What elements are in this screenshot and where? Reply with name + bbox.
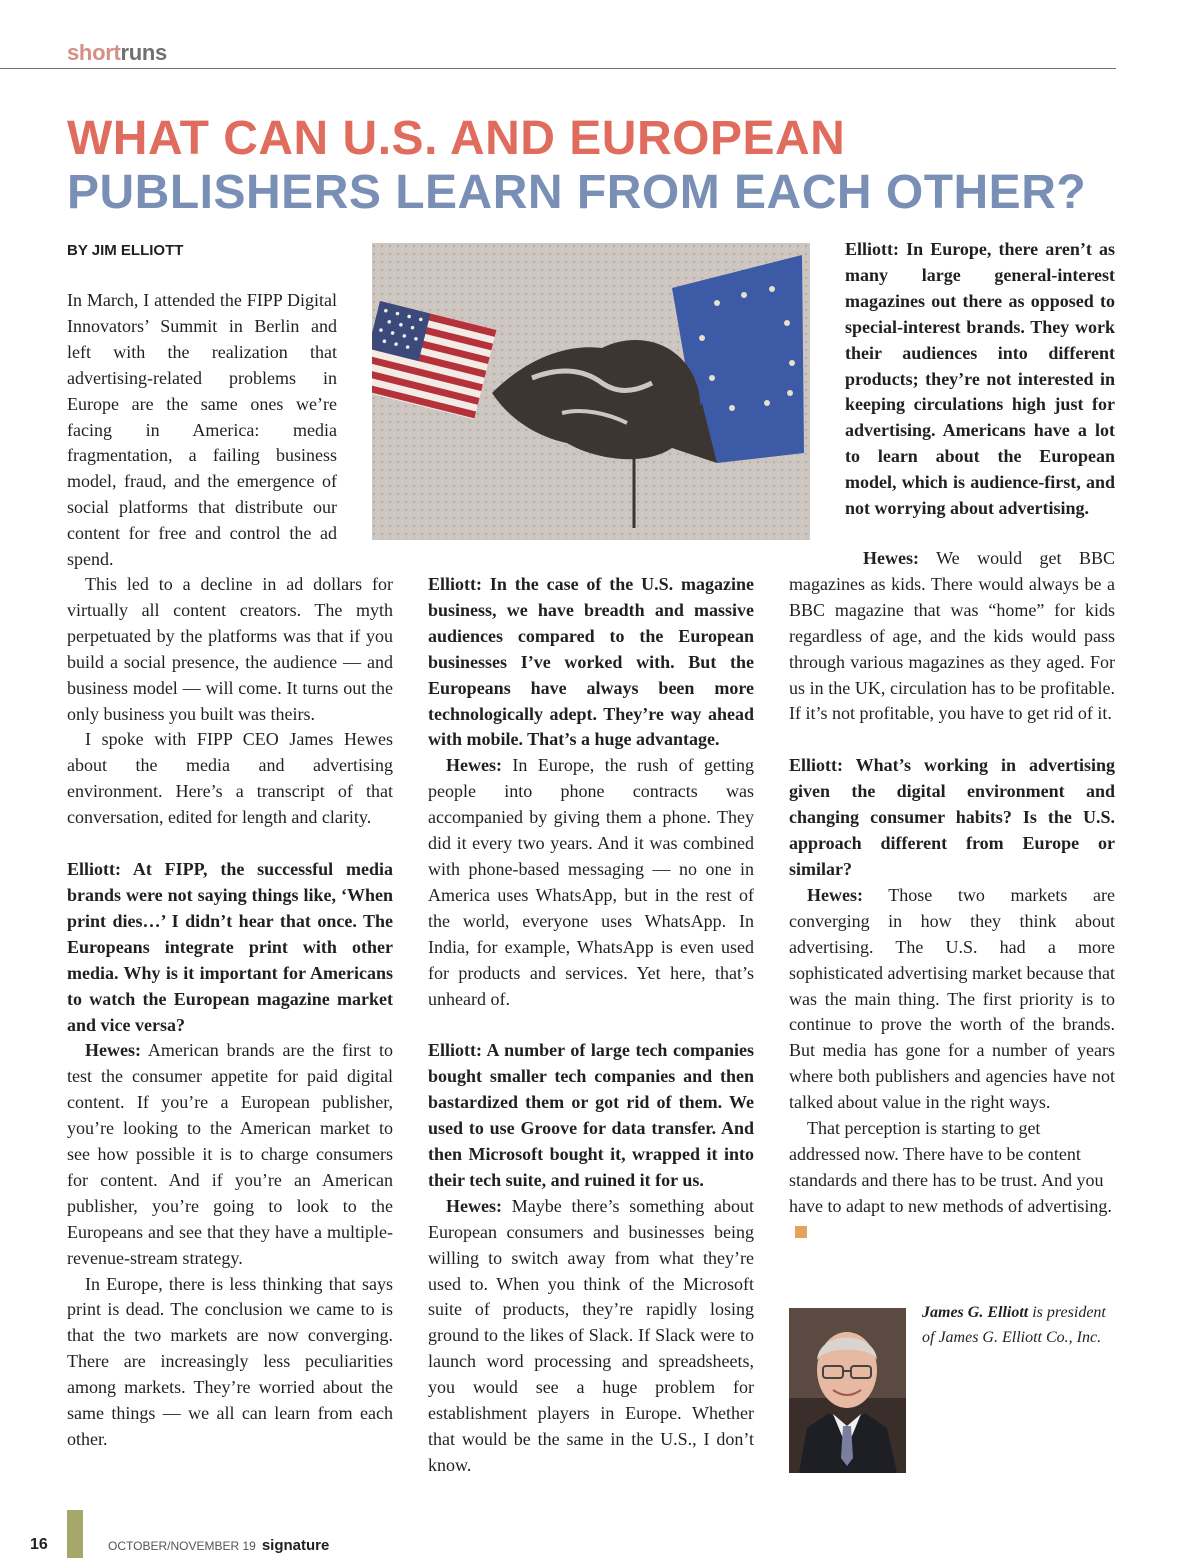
column-1-intro xyxy=(67,288,337,573)
author-name: James G. Elliott xyxy=(922,1304,1029,1321)
speaker-label: Hewes: xyxy=(85,1040,141,1061)
footer-accent-bar xyxy=(67,1510,83,1558)
question-paragraph: Elliott: A number of large tech companies bought smaller tech companies and then bastardized them or got rid of them. We used to use Groove for data transfer. And then Microsoft bought it, wrapped it into their tech suite, and ruined it for us. xyxy=(428,1040,754,1190)
body-paragraph: This led to a decline in ad dollars for virtually all content creators. The myth perpetuated by the platforms was that if you build a social presence, the audience — and business model — will come. It turns out the only business you built was theirs. xyxy=(67,574,393,724)
speaker-label: Hewes: xyxy=(446,1195,502,1216)
question-paragraph: Elliott: In the case of the U.S. magazine business, we have breadth and massive audiences compared to the European businesses I’ve worked with. But the Europeans have always been more technologically adept. They’re way ahead with mobile. That’s a huge advantage. xyxy=(428,574,754,750)
author-bio-text: is president of James G. Elliott Co., Inc. xyxy=(922,1304,1106,1346)
paragraph-gap xyxy=(428,1012,754,1038)
answer-text: Those two markets are converging in how they think about advertising. The U.S. had a more sophisticated advertising market because that was the main thing. The first priority is to continue to prove the worth of the brands. But media has gone for a number of years where both publishers and agencies have not talked about value in the right ways. xyxy=(789,884,1115,1113)
headline-line-1: WHAT CAN U.S. AND EUROPEAN xyxy=(67,112,846,165)
header-rule xyxy=(0,68,1116,69)
magazine-name: signature xyxy=(261,1537,330,1554)
closing-text: That perception is starting to get addressed now. There have to be content standards and there has to be trust. And you have to adapt to new methods of advertising. xyxy=(789,1118,1112,1216)
page-number: 16 xyxy=(30,1536,48,1553)
footer xyxy=(108,1537,329,1554)
section-label-runs: runs xyxy=(120,40,167,65)
column-1 xyxy=(67,572,393,1453)
section-label xyxy=(67,40,167,66)
answer-paragraph xyxy=(67,1038,393,1271)
handshake-flags-illustration xyxy=(372,243,810,540)
intro-paragraph: In March, I attended the FIPP Digital Innovators’ Summit in Berlin and left with the realization that advertising-related problems in Europe are the same ones we’re facing in America: media fragmentation, a failing business model, fraud, and the emergence of social platforms that distribute our content for free and control the ad spend. xyxy=(67,290,337,570)
question-paragraph: Elliott: In Europe, there aren’t as many large general-interest magazines out there as opposed to special-interest brands. They work their audiences into different products; they’re not interested in keeping circulations high just for advertising. Americans have a lot to learn about the European model, which is audience-first, and not worrying about advertising. xyxy=(845,239,1115,519)
column-3 xyxy=(789,546,1115,1246)
answer-text: Maybe there’s something about European consumers and businesses being willing to switch away from what they’re used to. When you think of the Microsoft suite of products, they’re rapidly losing ground to the likes of Slack. If Slack were to launch word processing and spreadsheets, you would see a huge problem for establishment players in Europe. Whether that would be the same in the U.S., I don’t know. xyxy=(428,1195,754,1475)
answer-text: In Europe, the rush of getting people into phone contracts was accompanied by giving them a phone. They did it every two years. And it was combined with phone-based messaging — no one in America uses WhatsApp, but in the rest of the world, everyone uses WhatsApp. In India, for example, WhatsApp is even used for products and services. Yet here, that’s unheard of. xyxy=(428,755,754,1009)
headline-line-2: PUBLISHERS LEARN FROM EACH OTHER? xyxy=(67,166,1087,219)
section-label-short: short xyxy=(67,40,121,65)
question-paragraph: Elliott: What’s working in advertising given the digital environment and changing consumer habits? Is the U.S. approach different from Europe or similar? xyxy=(789,755,1115,879)
speaker-label: Hewes: xyxy=(807,884,863,905)
answer-text: American brands are the first to test the consumer appetite for paid digital content. If you’re a European publisher, you’re looking to the American market to see how possible it is to charge consumers for content. And if you’re an American publisher, you’re going to look to the Europeans and see that they have a multiple-revenue-stream strategy. xyxy=(67,1040,393,1268)
answer-paragraph xyxy=(428,753,754,1012)
handshake-flags-image xyxy=(372,243,810,540)
answer-paragraph xyxy=(789,883,1115,1116)
byline: BY JIM ELLIOTT xyxy=(67,242,184,259)
author-portrait xyxy=(789,1308,906,1473)
column-3-top xyxy=(845,237,1115,522)
answer-text: We would get BBC magazines as kids. There would always be a BBC magazine that was “home” for kids regardless of age, and the kids would pass through various magazines as they aged. For us in the UK, circulation has to be profitable. If it’s not profitable, you have to get rid of it. xyxy=(789,548,1115,724)
speaker-label: Hewes: xyxy=(446,755,502,776)
end-mark-icon xyxy=(795,1226,807,1238)
article-headline xyxy=(67,112,1147,220)
answer-paragraph xyxy=(789,546,1115,727)
issue-date: OCTOBER/NOVEMBER 19 xyxy=(108,1539,256,1553)
paragraph-gap xyxy=(789,727,1115,753)
answer-paragraph xyxy=(428,1194,754,1479)
closing-paragraph xyxy=(789,1116,1115,1246)
speaker-label: Hewes: xyxy=(863,548,919,568)
body-paragraph: I spoke with FIPP CEO James Hewes about the media and advertising environment. Here’s a transcript of that conversation, edited for length and clarity. xyxy=(67,729,393,828)
body-paragraph: In Europe, there is less thinking that says print is dead. The conclusion we came to is that the two markets are now converging. There are increasingly less peculiarities among markets. They’re worried about the same things — we all can learn from each other. xyxy=(67,1273,393,1449)
author-bio xyxy=(922,1300,1122,1350)
question-paragraph: Elliott: At FIPP, the successful media brands were not saying things like, ‘When print dies…’ I didn’t hear that once. The Europeans integrate print with other media. Why is it important for Americans to watch the European magazine market and vice versa? xyxy=(67,859,393,1035)
paragraph-gap xyxy=(67,831,393,857)
column-2 xyxy=(428,572,754,1479)
author-headshot xyxy=(789,1308,906,1473)
